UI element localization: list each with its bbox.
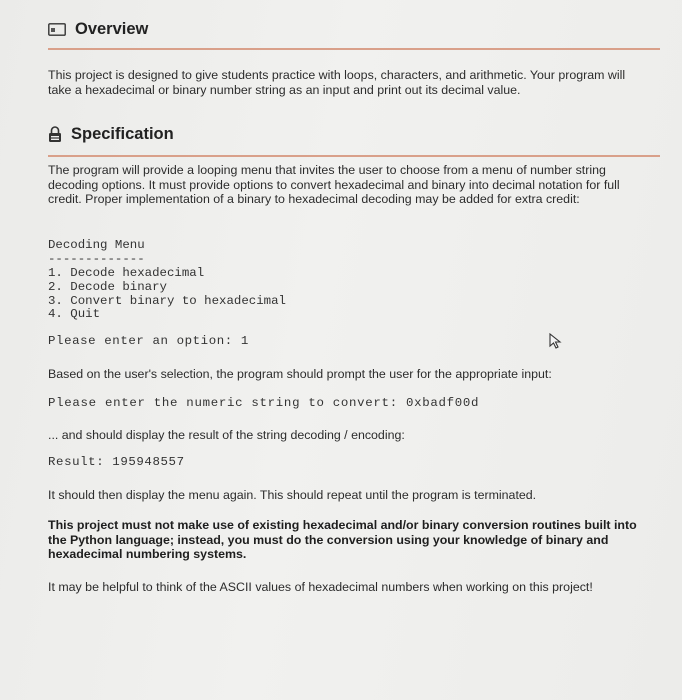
overview-title: Overview xyxy=(75,20,149,38)
option-prompt: Please enter an option: 1 xyxy=(48,334,249,348)
overview-paragraph: This project is designed to give students practice with loops, characters, and arithmetic. Your program will take a hexadecimal or binary number string as an input and print out its decimal value. xyxy=(48,68,626,97)
specification-intro: The program will provide a looping menu that invites the user to choose from a menu of number string decoding options. It must provide options to convert hexadecimal and binary into decimal notation for full credit. Proper implementation of a binary to hexadecimal decoding may be added for extra credit: xyxy=(48,163,620,206)
menu-title: Decoding Menu xyxy=(48,238,145,252)
specification-divider xyxy=(48,155,660,157)
menu-item-4: 4. Quit xyxy=(48,307,101,321)
repeat-text: It should then display the menu again. This should repeat until the program is terminated. xyxy=(48,488,537,502)
specification-title: Specification xyxy=(71,125,174,143)
result-line: Result: 195948557 xyxy=(48,455,185,469)
menu-divider: ------------- xyxy=(48,252,145,266)
lock-icon xyxy=(48,126,62,143)
bold-notice: This project must not make use of existing hexadecimal and/or binary conversion routines built into the Python language; instead, you must do the conversion using your knowledge of binary and hexadecimal numbering systems. xyxy=(48,518,637,561)
hint-text: It may be helpful to think of the ASCII values of hexadecimal numbers when working on this project! xyxy=(48,580,593,594)
cursor-pointer-icon xyxy=(549,333,563,349)
display-text: ... and should display the result of the string decoding / encoding: xyxy=(48,428,405,442)
document-icon xyxy=(48,23,66,36)
overview-divider xyxy=(48,48,660,50)
specification-heading xyxy=(48,125,174,144)
overview-heading xyxy=(48,20,148,39)
menu-item-2: 2. Decode binary xyxy=(48,280,167,294)
selection-text: Based on the user's selection, the program should prompt the user for the appropriate input: xyxy=(48,367,552,381)
menu-item-3: 3. Convert binary to hexadecimal xyxy=(48,294,286,308)
string-prompt: Please enter the numeric string to convert: 0xbadf00d xyxy=(48,396,480,410)
menu-item-1: 1. Decode hexadecimal xyxy=(48,266,205,280)
